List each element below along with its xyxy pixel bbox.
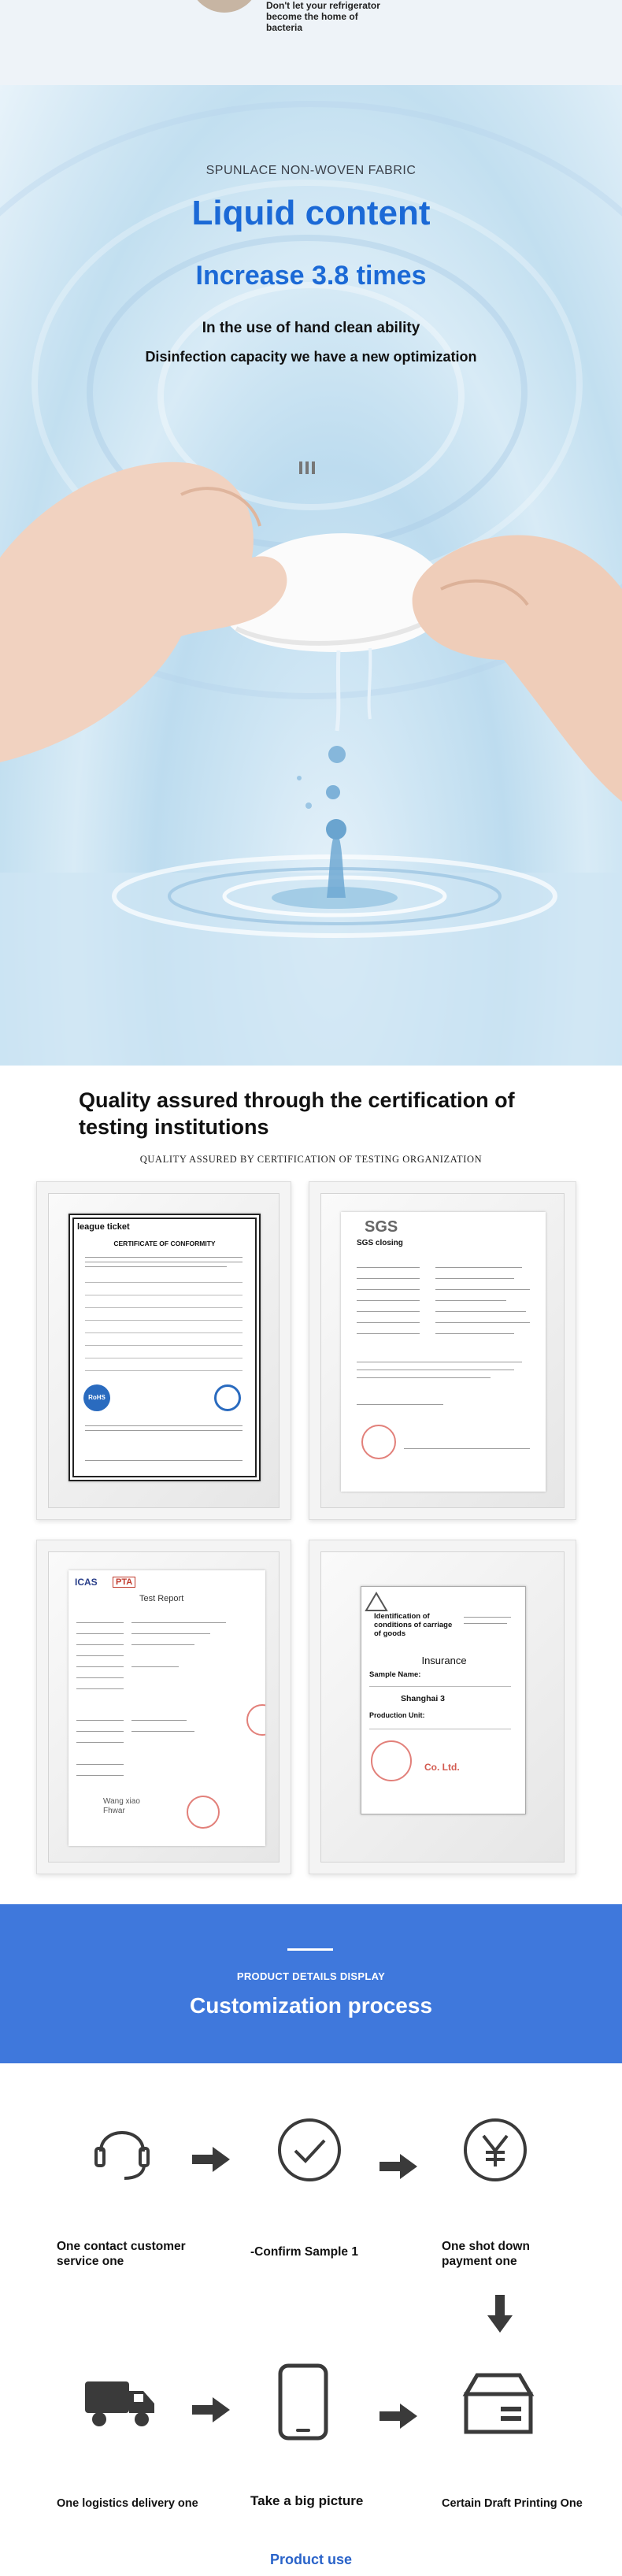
sgs-logo: SGS <box>365 1218 398 1236</box>
pause-icon[interactable] <box>299 461 323 476</box>
liquid-content-hero <box>0 85 622 1066</box>
headset-icon <box>87 2111 157 2181</box>
certificate-frame-4[interactable] <box>309 1540 576 1874</box>
certification-title: Quality assured through the certification of testing institutions <box>79 1088 515 1139</box>
step-label-contact: One contact customer service one <box>57 2240 186 2268</box>
certificate-document-4 <box>361 1586 526 1814</box>
top-strip <box>0 0 622 85</box>
box-icon <box>461 2370 535 2437</box>
cert4-production: Production Unit: <box>369 1711 425 1719</box>
arrow-right-icon <box>376 2151 420 2182</box>
warning-triangle-icon <box>365 1592 388 1612</box>
certification-subtitle: QUALITY ASSURED BY CERTIFICATION OF TESTING ORGANIZATION <box>139 1154 483 1165</box>
cert4-header: Identification of conditions of carriage of goods <box>374 1612 453 1638</box>
phone-icon <box>274 2363 337 2441</box>
cert3-stamp <box>187 1796 220 1829</box>
certificate-frame-1[interactable] <box>36 1181 291 1520</box>
rohs-badge: RoHS <box>83 1384 110 1411</box>
pta-logo: PTA <box>113 1577 135 1588</box>
band-title: Customization process <box>189 1993 433 2018</box>
band-subtitle: PRODUCT DETAILS DISPLAY <box>236 1970 386 1982</box>
certificate-document-1 <box>68 1214 261 1481</box>
cert4-company: Co. Ltd. <box>424 1762 460 1773</box>
truck-icon <box>82 2370 157 2433</box>
hero-increase: Increase 3.8 times <box>195 261 427 291</box>
arrow-down-icon <box>484 2292 516 2336</box>
customization-band <box>0 1904 622 2063</box>
hero-line1: In the use of hand clean ability <box>202 320 420 336</box>
check-circle-icon <box>274 2115 345 2185</box>
step-label-payment: One shot down payment one <box>442 2240 530 2268</box>
step-label-confirm: -Confirm Sample 1 <box>250 2245 358 2259</box>
cert3-signature: Wang xiao Fhwar <box>103 1797 140 1815</box>
yen-coin-icon <box>460 2115 531 2185</box>
certificate-document-2 <box>341 1212 546 1492</box>
product-use-heading: Product use <box>269 2552 353 2567</box>
cert4-sample: Sample Name: <box>369 1670 421 1679</box>
hero-line2: Disinfection capacity we have a new optimization <box>145 349 477 365</box>
top-note: Don't let your refrigerator become the home of bacteria <box>266 0 380 33</box>
arrow-right-icon <box>376 2400 420 2432</box>
hero-title: Liquid content <box>191 194 431 232</box>
cert3-side-stamp <box>246 1704 265 1736</box>
step-label-big-picture: Take a big picture <box>250 2493 364 2508</box>
step-label-printing: Certain Draft Printing One <box>442 2497 583 2510</box>
ce-badge <box>214 1384 241 1411</box>
cert4-title: Insurance <box>421 1655 467 1666</box>
product-image-fragment <box>189 0 260 13</box>
hero-subtitle: SPUNLACE NON-WOVEN FABRIC <box>205 164 417 177</box>
cert4-location: Shanghai 3 <box>401 1694 446 1703</box>
cert2-header: SGS closing <box>357 1239 403 1247</box>
arrow-right-icon <box>189 2144 233 2175</box>
cert4-stamp <box>371 1740 412 1781</box>
cert1-title: CERTIFICATE OF CONFORMITY <box>113 1240 216 1247</box>
cert3-header: Test Report <box>139 1594 184 1603</box>
certificate-frame-3[interactable] <box>36 1540 291 1874</box>
certificate-frame-2[interactable] <box>309 1181 576 1520</box>
step-label-logistics: One logistics delivery one <box>57 2497 198 2510</box>
arrow-right-icon <box>189 2394 233 2426</box>
cert2-stamp <box>361 1425 396 1459</box>
icas-logo: ICAS <box>75 1577 98 1588</box>
certificate-document-3 <box>68 1570 265 1846</box>
cert1-header: league ticket <box>77 1222 130 1232</box>
